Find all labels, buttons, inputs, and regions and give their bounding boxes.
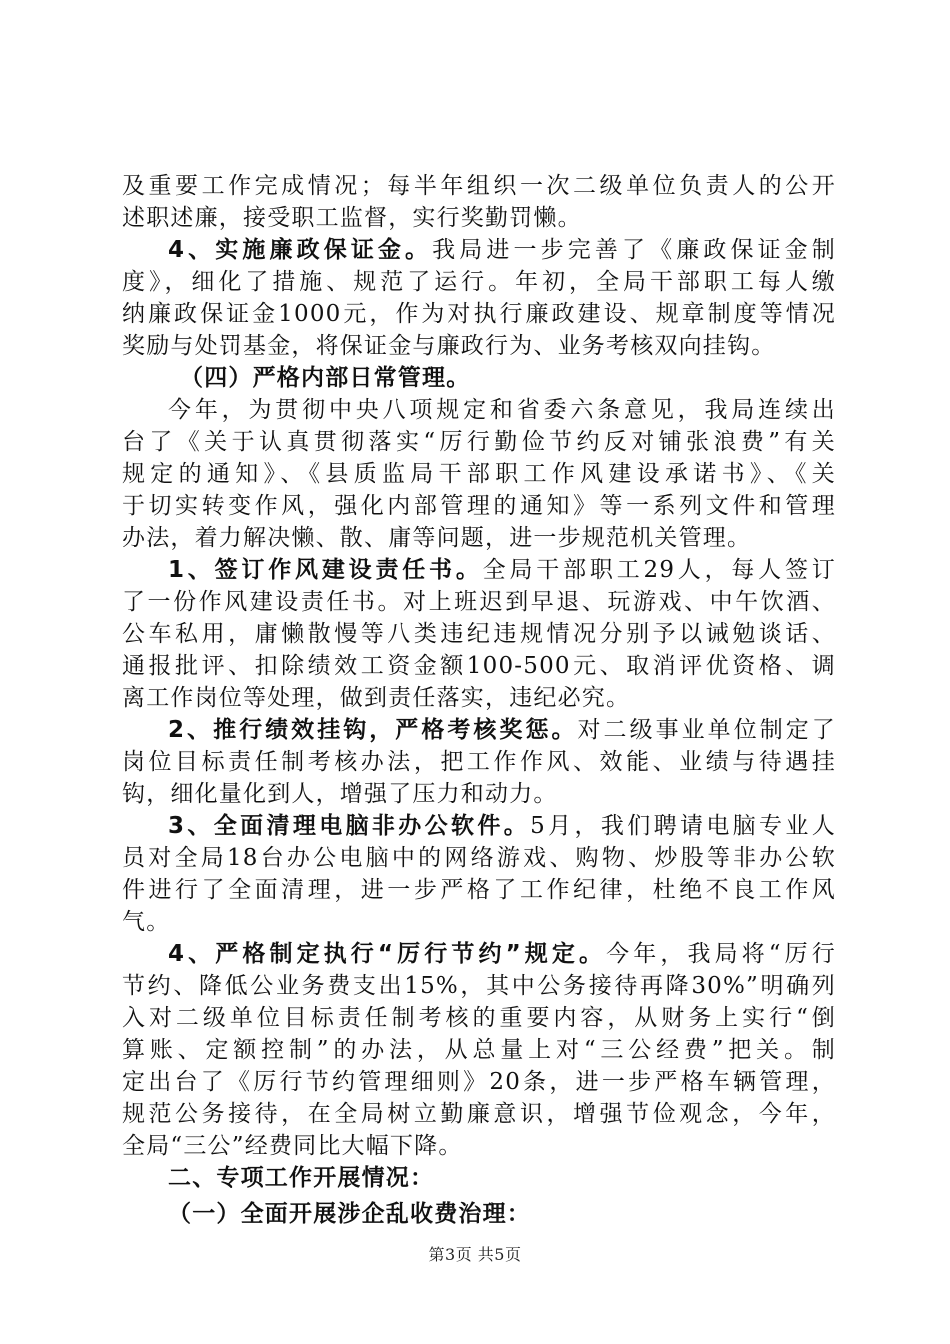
paragraph-line: 算账、定额控制”的办法，从总量上对“三公经费”把关。制 [122,1037,836,1063]
paragraph-line [122,714,836,746]
item-heading: 2、推行绩效挂钩，严格考核奖惩。 [168,717,578,743]
paragraph-text: 全局干部职工29人，每人签订 [482,557,836,583]
paragraph-line: 规范公务接待，在全局树立勤廉意识，增强节俭观念，今年， [122,1101,836,1127]
paragraph-text: 5月，我们聘请电脑专业人 [530,813,836,839]
paragraph-line: 公车私用，庸懒散慢等八类违纪违规情况分别予以诫勉谈话、 [122,621,836,647]
section-heading: （四）严格内部日常管理。 [180,365,471,391]
paragraph-line: 离工作岗位等处理，做到责任落实，违纪必究。 [122,685,631,711]
paragraph-line: 规定的通知》、《县质监局干部职工作风建设承诺书》、《关 [122,461,836,487]
subsection-heading: （一）全面开展涉企乱收费治理： [168,1201,531,1227]
paragraph-line: 于切实转变作风，强化内部管理的通知》等一系列文件和管理 [122,493,836,519]
paragraph-line: 了一份作风建设责任书。对上班迟到早退、玩游戏、中午饮酒、 [122,589,836,615]
item-heading: 3、全面清理电脑非办公软件。 [168,813,531,839]
paragraph-line [122,938,836,970]
paragraph-line [122,234,836,266]
paragraph-line: 入对二级单位目标责任制考核的重要内容，从财务上实行“倒 [122,1005,836,1031]
paragraph-line: 节约、降低公业务费支出15%，其中公务接待再降30%”明确列 [122,973,836,999]
section-heading: 二、专项工作开展情况： [168,1165,435,1191]
item-heading: 4、实施廉政保证金。 [168,237,433,263]
paragraph-line: 件进行了全面清理，进一步严格了工作纪律，杜绝不良工作风 [122,877,836,903]
paragraph-line: 奖励与处罚基金，将保证金与廉政行为、业务考核双向挂钩。 [122,333,776,359]
paragraph-line: 钩，细化量化到人，增强了压力和动力。 [122,781,558,807]
paragraph-line: 纳廉政保证金1000元，作为对执行廉政建设、规章制度等情况 [122,301,836,327]
paragraph-line: 度》，细化了措施、规范了运行。年初，全局干部职工每人缴 [122,269,836,295]
paragraph-text: 对二级事业单位制定了 [577,717,836,743]
paragraph-line: 及重要工作完成情况；每半年组织一次二级单位负责人的公开 [122,173,836,199]
paragraph-line: 员对全局18台办公电脑中的网络游戏、购物、炒股等非办公软 [122,845,836,871]
paragraph-line: 定出台了《厉行节约管理细则》20条，进一步严格车辆管理， [122,1069,836,1095]
paragraph-text: 今年，我局将“厉行 [606,941,836,967]
paragraph-line: 办法，着力解决懒、散、庸等问题，进一步规范机关管理。 [122,525,752,551]
paragraph-line: 全局“三公”经费同比大幅下降。 [122,1133,463,1159]
item-heading: 4、严格制定执行“厉行节约”规定。 [168,941,607,967]
paragraph-line: 今年，为贯彻中央八项规定和省委六条意见，我局连续出 [168,397,836,423]
document-body [122,170,836,1230]
paragraph-line [122,554,836,586]
paragraph-line: 述职述廉，接受职工监督，实行奖勤罚懒。 [122,205,582,231]
item-heading: 1、签订作风建设责任书。 [168,557,483,583]
paragraph-line: 通报批评、扣除绩效工资金额100-500元、取消评优资格、调 [122,653,836,679]
paragraph-line: 气。 [122,909,171,935]
paragraph-text: 我局进一步完善了《廉政保证金制 [432,237,836,263]
paragraph-line: 岗位目标责任制考核办法，把工作作风、效能、业绩与待遇挂 [122,749,836,775]
page-number-footer: 第3页 共5页 [428,1245,522,1264]
paragraph-line [122,810,836,842]
paragraph-line: 台了《关于认真贯彻落实“厉行勤俭节约反对铺张浪费”有关 [122,429,836,455]
